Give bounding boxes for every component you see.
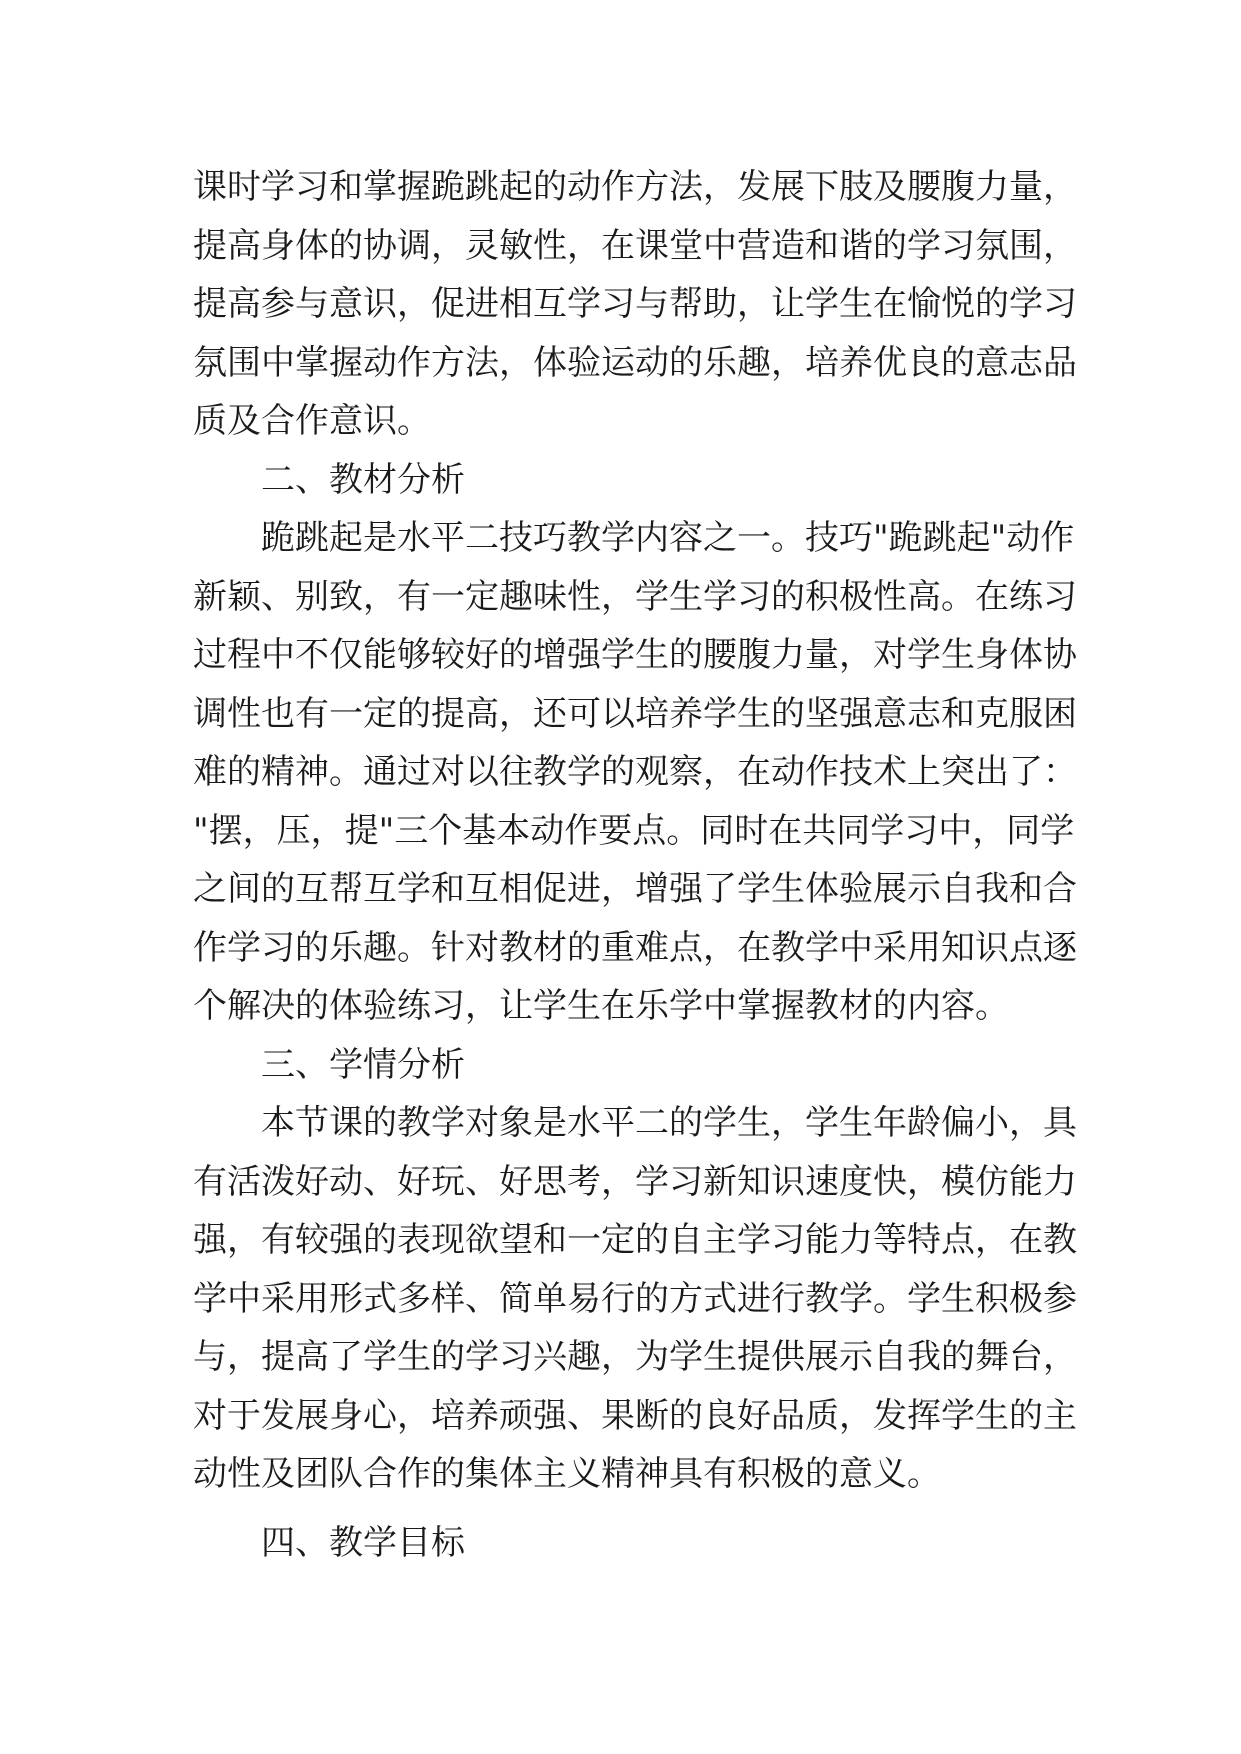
section-heading-learner-analysis: 三、学情分析 (261, 1044, 465, 1085)
paragraph-line: 调性也有一定的提高，还可以培养学生的坚强意志和克服困 (193, 693, 1077, 734)
paragraph-line: 质及合作意识。 (193, 401, 431, 441)
intro-paragraph (193, 158, 1077, 451)
learner-analysis-paragraph (193, 1094, 1077, 1504)
section-heading-materials: 二、教材分析 (261, 459, 465, 500)
document-page (193, 158, 1077, 1572)
paragraph-line: 动性及团队合作的集体主义精神具有积极的意义。 (193, 1454, 941, 1494)
paragraph-line: 对于发展身心，培养顽强、果断的良好品质，发挥学生的主 (193, 1395, 1077, 1436)
paragraph-line: 学中采用形式多样、简单易行的方式进行教学。学生积极参 (193, 1278, 1077, 1319)
paragraph-line: 难的精神。通过对以往教学的观察，在动作技术上突出了： (193, 752, 1077, 792)
paragraph-line: 跪跳起是水平二技巧教学内容之一。技巧"跪跳起"动作 (261, 518, 1075, 558)
paragraph-line: 强，有较强的表现欲望和一定的自主学习能力等特点，在教 (193, 1220, 1077, 1260)
paragraph-line: 过程中不仅能够较好的增强学生的腰腹力量，对学生身体协 (193, 635, 1077, 675)
paragraph-line: 本节课的教学对象是水平二的学生，学生年龄偏小，具 (261, 1103, 1077, 1143)
paragraph-line: "摆，压，提"三个基本动作要点。同时在共同学习中，同学 (193, 810, 1075, 851)
paragraph-line: 提高参与意识，促进相互学习与帮助，让学生在愉悦的学习 (193, 284, 1077, 324)
paragraph-line: 与，提高了学生的学习兴趣，为学生提供展示自我的舞台， (193, 1337, 1077, 1377)
section-heading-teaching-goals: 四、教学目标 (261, 1522, 465, 1563)
paragraph-line: 课时学习和掌握跪跳起的动作方法，发展下肢及腰腹力量， (193, 167, 1077, 207)
paragraph-line: 个解决的体验练习，让学生在乐学中掌握教材的内容。 (193, 986, 1009, 1026)
paragraph-line: 有活泼好动、好玩、好思考，学习新知识速度快，模仿能力 (193, 1161, 1077, 1202)
materials-paragraph (193, 509, 1077, 1036)
paragraph-line: 之间的互帮互学和互相促进，增强了学生体验展示自我和合 (193, 869, 1077, 909)
paragraph-line: 提高身体的协调，灵敏性，在课堂中营造和谐的学习氛围， (193, 225, 1077, 266)
paragraph-line: 作学习的乐趣。针对教材的重难点，在教学中采用知识点逐 (193, 927, 1077, 968)
paragraph-line: 新颖、别致，有一定趣味性，学生学习的积极性高。在练习 (193, 576, 1077, 617)
paragraph-line: 氛围中掌握动作方法，体验运动的乐趣，培养优良的意志品 (193, 342, 1077, 383)
